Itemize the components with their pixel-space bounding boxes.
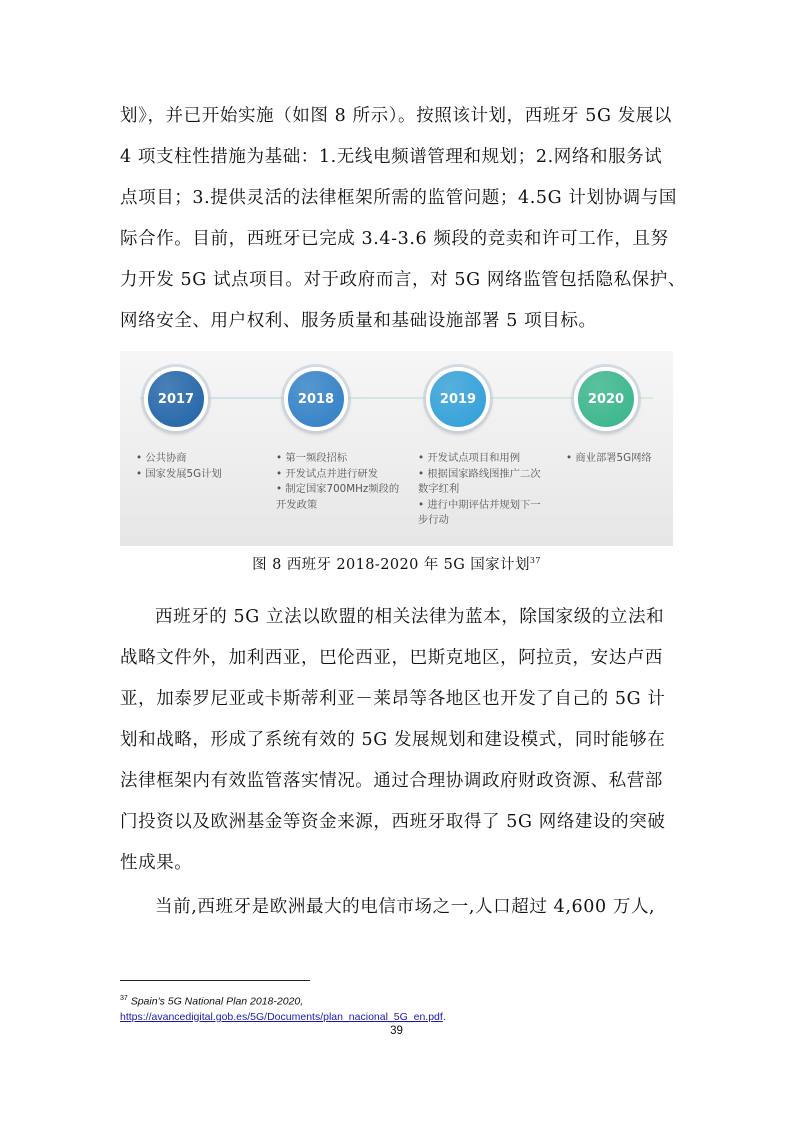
bullet-item: • 开发试点项目和用例: [418, 452, 521, 464]
text-line: 性成果。: [120, 853, 193, 873]
bullet-item: • 开发试点并进行研发: [276, 467, 379, 480]
text-line: 划和战略，形成了系统有效的 5G 发展规划和建设模式，同时能够在: [120, 730, 666, 750]
bullet-item: • 第一频段招标: [276, 452, 348, 464]
text-line: 点项目；3.提供灵活的法律框架所需的监管问题；4.5G 计划协调与国: [120, 188, 677, 208]
text-line: 门投资以及欧洲基金等资金来源，西班牙取得了 5G 网络建设的突破: [120, 812, 666, 832]
bullet-item: • 公共协商: [136, 452, 187, 464]
footnote-divider: [120, 980, 310, 981]
bullet-item: • 国家发展5G计划: [136, 467, 222, 480]
text-line: 际合作。目前，西班牙已完成 3.4-3.6 频段的竞卖和许可工作，且努: [120, 229, 669, 249]
milestone-2020: [554, 351, 694, 546]
milestone-bullets: [136, 451, 260, 482]
timeline-figure: [120, 351, 673, 546]
milestone-bullets: [566, 451, 690, 467]
text-line: 西班牙的 5G 立法以欧盟的相关法律为蓝本，除国家级的立法和: [155, 607, 665, 627]
footnote-link[interactable]: https://avancedigital.gob.es/5G/Documents/plan_nacional_5G_en.pdf: [120, 1010, 443, 1023]
milestone-2019: [406, 351, 546, 546]
milestone-bullets: [276, 451, 400, 513]
footnote-title: Spain's 5G National Plan 2018-2020,: [130, 995, 304, 1008]
text-line: 法律框架内有效监管落实情况。通过合理协调政府财政资源、私营部: [120, 771, 663, 791]
year-badge-2018: 2018: [284, 367, 348, 431]
text-line: 战略文件外，加利西亚，巴伦西亚，巴斯克地区，阿拉贡，安达卢西: [120, 648, 663, 668]
caption-text: 图 8 西班牙 2018-2020 年 5G 国家计划: [252, 557, 530, 573]
footnote: [120, 991, 680, 1025]
bullet-item: • 商业部署5G网络: [566, 452, 652, 464]
year-badge-2020: 2020: [574, 367, 638, 431]
text-line: 划》，并已开始实施（如图 8 所示）。按照该计划，西班牙 5G 发展以: [120, 106, 672, 126]
milestone-bullets: [418, 451, 542, 529]
text-line: 4 项支柱性措施为基础：1.无线电频谱管理和规划；2.网络和服务试: [120, 147, 663, 167]
paragraph-2: [120, 597, 673, 884]
caption-footnote-ref[interactable]: 37: [529, 556, 541, 566]
year-badge-2019: 2019: [426, 367, 490, 431]
text-line: 亚，加泰罗尼亚或卡斯蒂利亚－莱昂等各地区也开发了自己的 5G 计: [120, 689, 666, 709]
text-line: 当前,西班牙是欧洲最大的电信市场之一,人口超过 4,600 万人,: [155, 897, 656, 917]
figure-caption: [120, 553, 673, 574]
bullet-item: • 制定国家700MHz频段的开发政策: [276, 483, 400, 511]
bullet-item: • 根据国家路线图推广二次数字红利: [418, 467, 541, 495]
paragraph-3: [120, 887, 673, 928]
text-line: 力开发 5G 试点项目。对于政府而言，对 5G 网络监管包括隐私保护、: [120, 270, 686, 290]
footnote-marker: 37: [120, 995, 128, 1002]
bullet-item: • 进行中期评估并规划下一步行动: [418, 498, 541, 526]
paragraph-1: [120, 96, 686, 342]
footnote-period: .: [442, 1010, 446, 1023]
page-number: 39: [390, 1025, 403, 1037]
milestone-2017: [124, 351, 264, 546]
milestone-2018: [264, 351, 404, 546]
year-badge-2017: 2017: [144, 367, 208, 431]
text-line: 网络安全、用户权利、服务质量和基础设施部署 5 项目标。: [120, 311, 597, 331]
